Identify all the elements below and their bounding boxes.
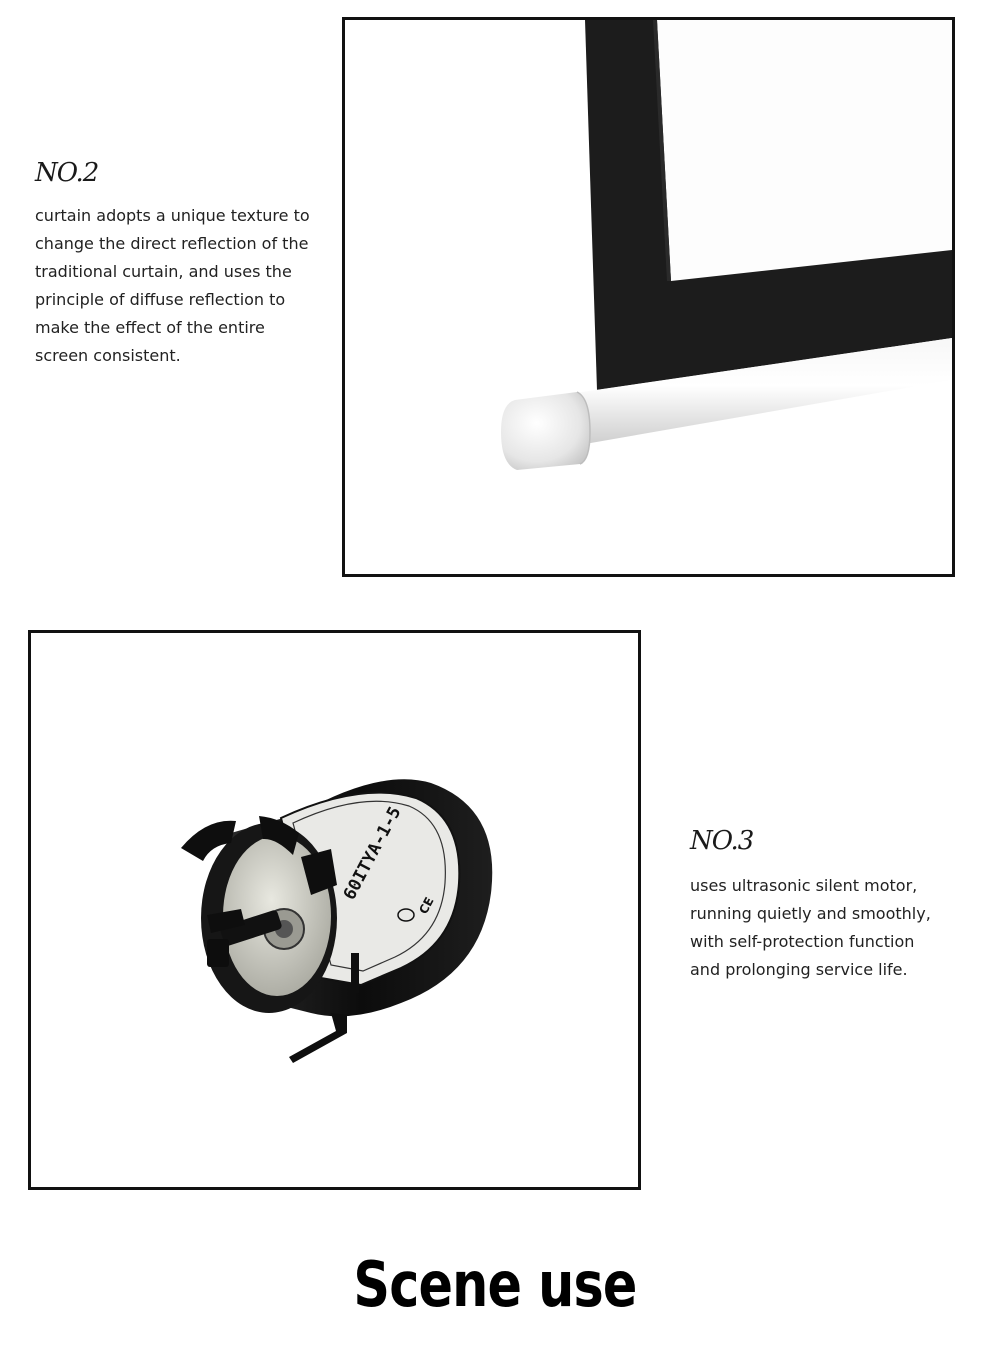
- feature-line: running quietly and smoothly,: [690, 904, 931, 923]
- feature-line: curtain adopts a unique texture to: [35, 206, 310, 225]
- motor-photo: [28, 630, 641, 1190]
- feature-line: with self-protection function: [690, 932, 915, 951]
- projection-screen-photo: [342, 17, 955, 577]
- scene-use-title: Scene use: [353, 1248, 637, 1321]
- feature-line: and prolonging service life.: [690, 960, 908, 979]
- feature-line: change the direct reflection of the: [35, 234, 309, 253]
- motor-model-label: 60ITYA-1-5: [339, 803, 406, 904]
- feature-line: screen consistent.: [35, 346, 181, 365]
- projection-screen-illustration: [345, 20, 952, 574]
- feature-description-no3: [690, 872, 970, 984]
- motor-illustration: [31, 633, 638, 1187]
- feature-line: traditional curtain, and uses the: [35, 262, 292, 281]
- feature-heading-no3: NO.3: [690, 826, 754, 856]
- bar-end-cap: [501, 392, 590, 470]
- feature-line: make the effect of the entire: [35, 318, 265, 337]
- feature-heading-no2: NO.2: [35, 158, 99, 188]
- motor-ce-mark: CE: [416, 894, 437, 917]
- screen-viewing-surface: [657, 20, 952, 281]
- feature-line: uses ultrasonic silent motor,: [690, 876, 918, 895]
- feature-line: principle of diffuse reflection to: [35, 290, 286, 309]
- feature-description-no2: [35, 202, 335, 370]
